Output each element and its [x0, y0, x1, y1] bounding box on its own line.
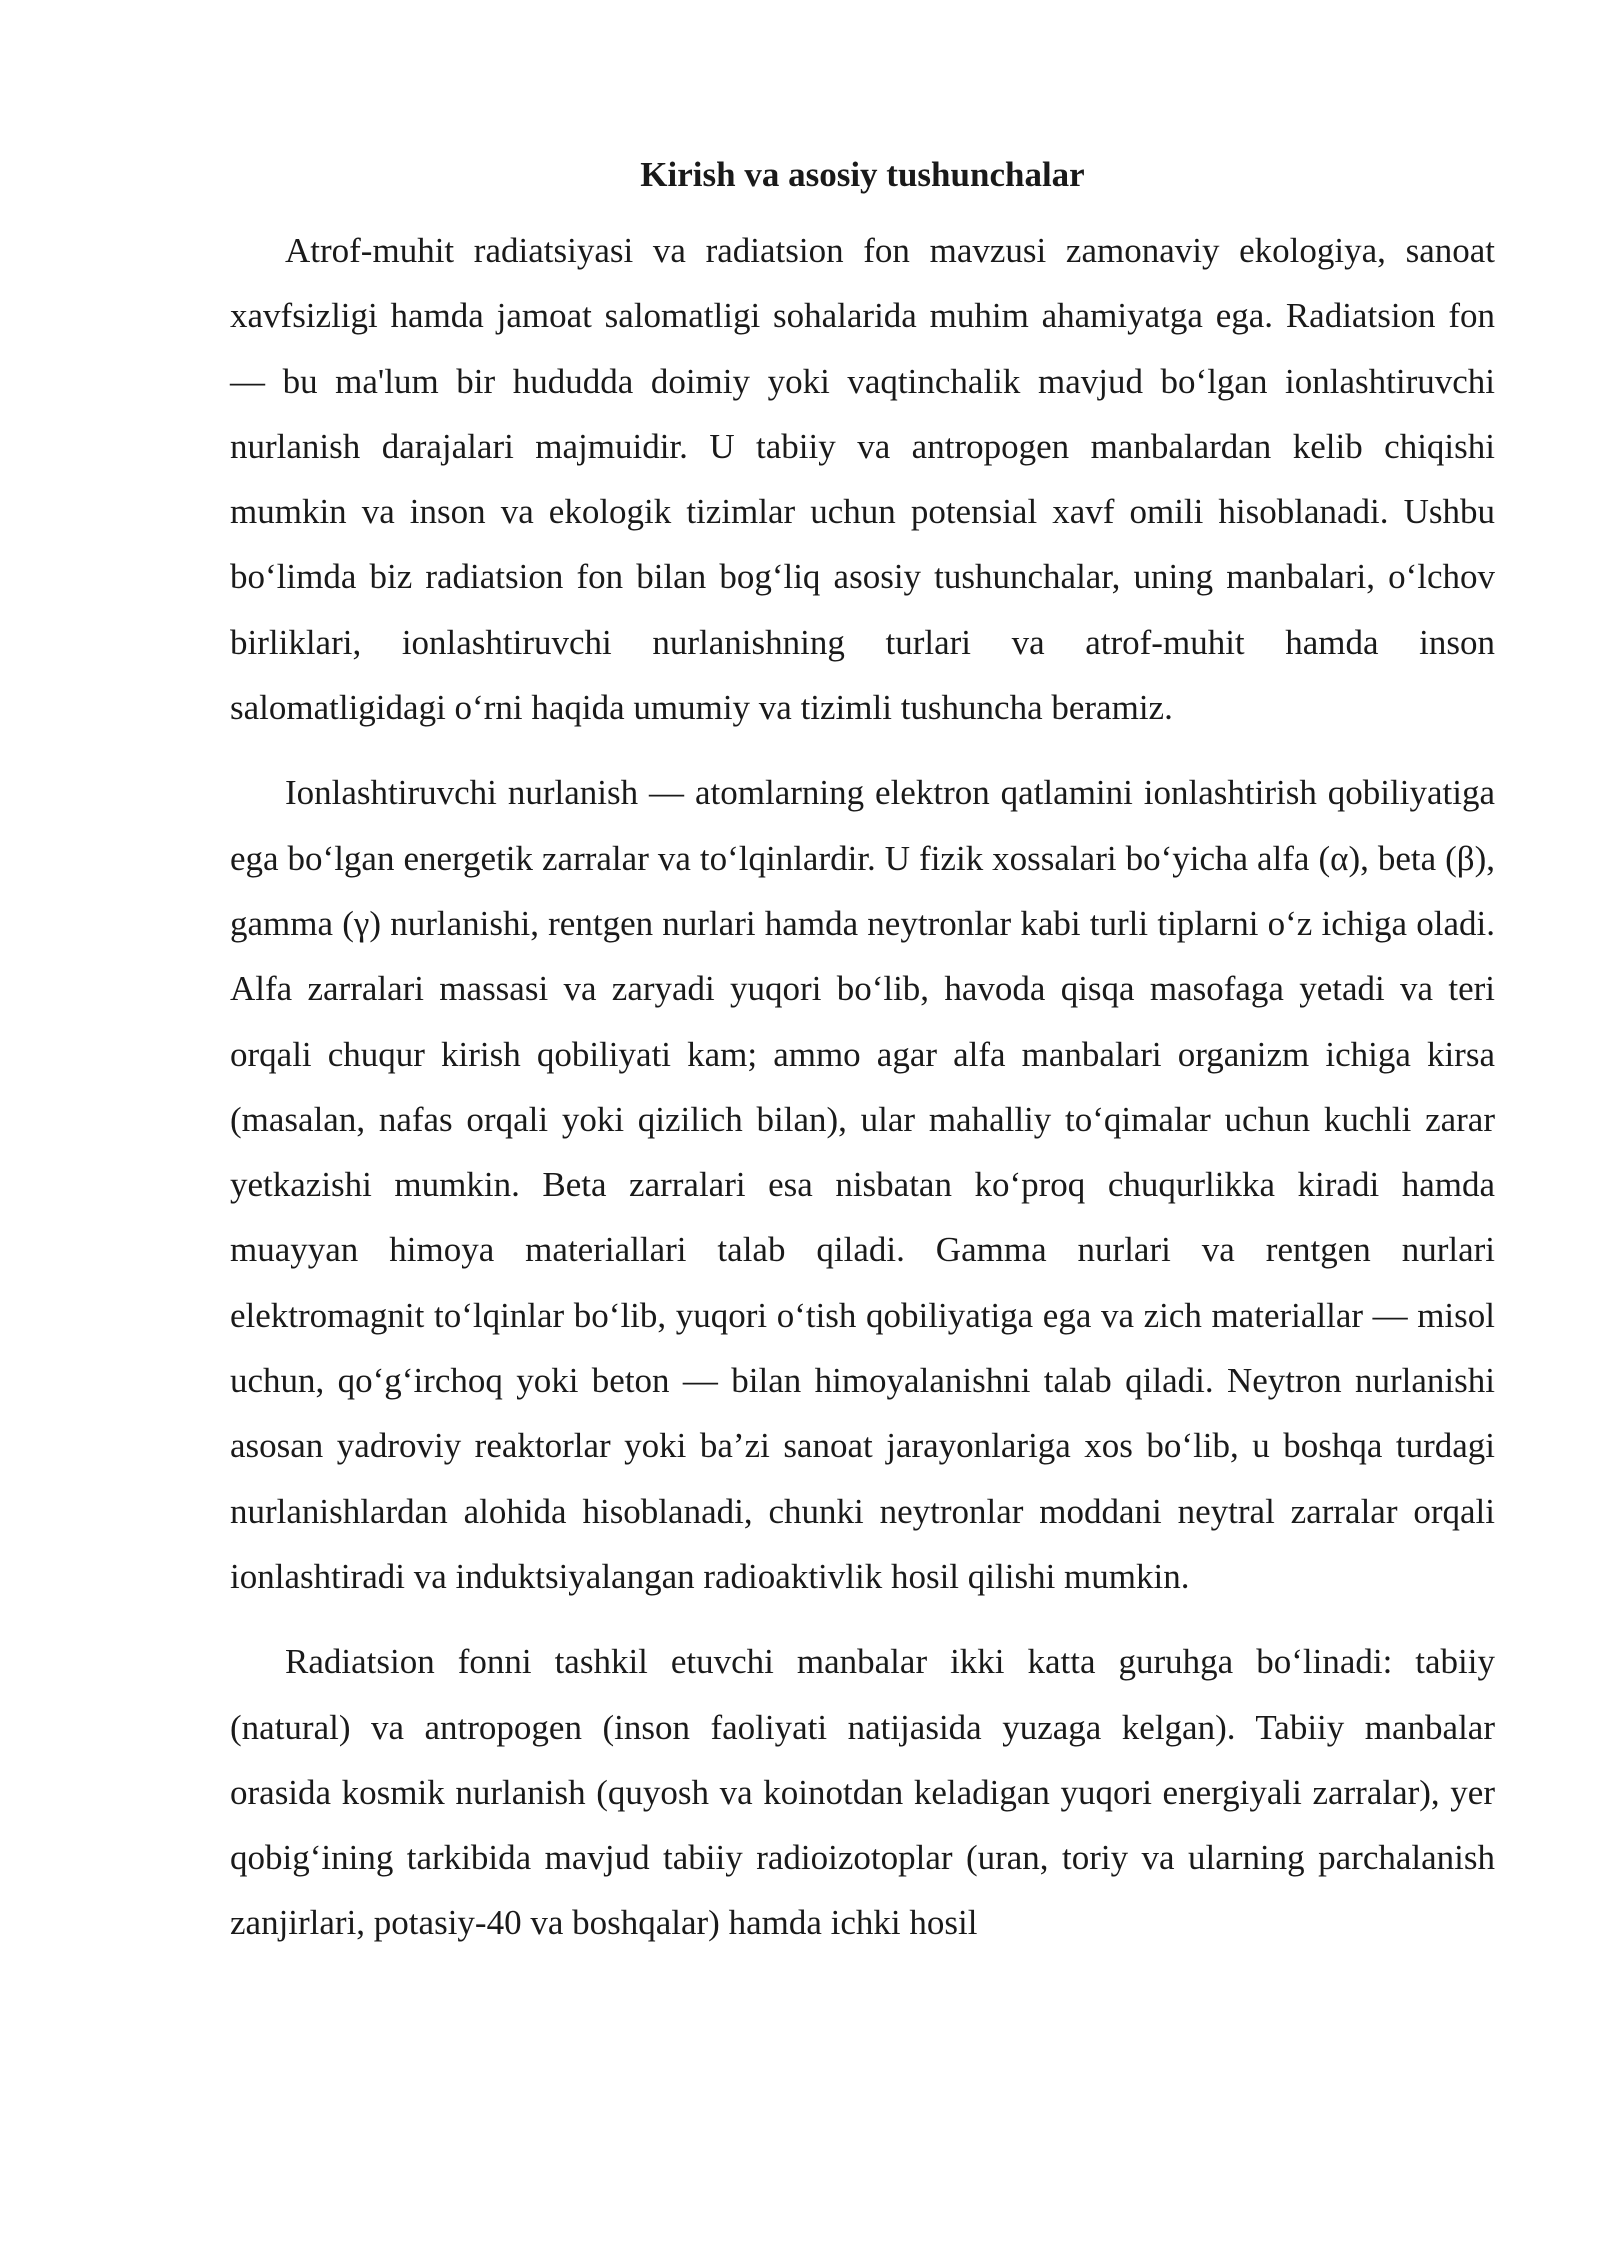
- section-title: Kirish va asosiy tushunchalar: [640, 155, 1085, 194]
- paragraph-introduction: Atrof-muhit radiatsiyasi va radiatsion fon mavzusi zamonaviy ekologiya, sanoat xavfsizligi hamda jamoat salomatligi sohalarida muhim ahamiyatga ega. Radiatsion fon — bu ma'lum bir hududda doimiy yoki vaqtinchalik mavjud bo‘lgan ionlashtiruvchi nurlanish darajalari majmuidir. U tabiiy va antropogen manbalardan kelib chiqishi mumkin va inson va ekologik tizimlar uchun potensial xavf omili hisoblanadi. Ushbu bo‘limda biz radiatsion fon bilan bog‘liq asosiy tushunchalar, uning manbalari, o‘lchov birliklari, ionlashtiruvchi nurlanishning turlari va atrof-muhit hamda inson salomatligidagi o‘rni haqida umumiy va tizimli tushuncha beramiz.: [230, 231, 1495, 728]
- paragraph-radiation-sources: Radiatsion fonni tashkil etuvchi manbalar ikki katta guruhga bo‘linadi: tabiiy (natural) va antropogen (inson faoliyati natijasida yuzaga kelgan). Tabiiy manbalar orasida kosmik nurlanish (quyosh va koinotdan keladigan yuqori energiyali zarralar), yer qobig‘ining tarkibida mavjud tabiiy radioizotoplar (uran, toriy va ularning parchalanish zanjirlari, potasiy-40 va boshqalar) hamda ichki hosil: [230, 1642, 1495, 1943]
- document-body: [230, 150, 1495, 1956]
- paragraph-ionizing-radiation: Ionlashtiruvchi nurlanish — atomlarning elektron qatlamini ionlashtirish qobiliyatiga ega bo‘lgan energetik zarralar va to‘lqinlardir. U fizik xossalari bo‘yicha alfa (α), beta (β), gamma (γ) nurlanishi, rentgen nurlari hamda neytronlar kabi turli tiplarni o‘z ichiga oladi. Alfa zarralari massasi va zaryadi yuqori bo‘lib, havoda qisqa masofaga yetadi va teri orqali chuqur kirish qobiliyati kam; ammo agar alfa manbalari organizm ichiga kirsa (masalan, nafas orqali yoki qizilich bilan), ular mahalliy to‘qimalar uchun kuchli zarar yetkazishi mumkin. Beta zarralari esa nisbatan ko‘proq chuqurlikka kiradi hamda muayyan himoya materiallari talab qiladi. Gamma nurlari va rentgen nurlari elektromagnit to‘lqinlar bo‘lib, yuqori o‘tish qobiliyatiga ega va zich materiallar — misol uchun, qo‘g‘irchoq yoki beton — bilan himoyalanishni talab qiladi. Neytron nurlanishi asosan yadroviy reaktorlar yoki ba’zi sanoat jarayonlariga xos bo‘lib, u boshqa turdagi nurlanishlardan alohida hisoblanadi, chunki neytronlar moddani neytral zarralar orqali ionlashtiradi va induktsiyalangan radioaktivlik hosil qilishi mumkin.: [230, 773, 1495, 1596]
